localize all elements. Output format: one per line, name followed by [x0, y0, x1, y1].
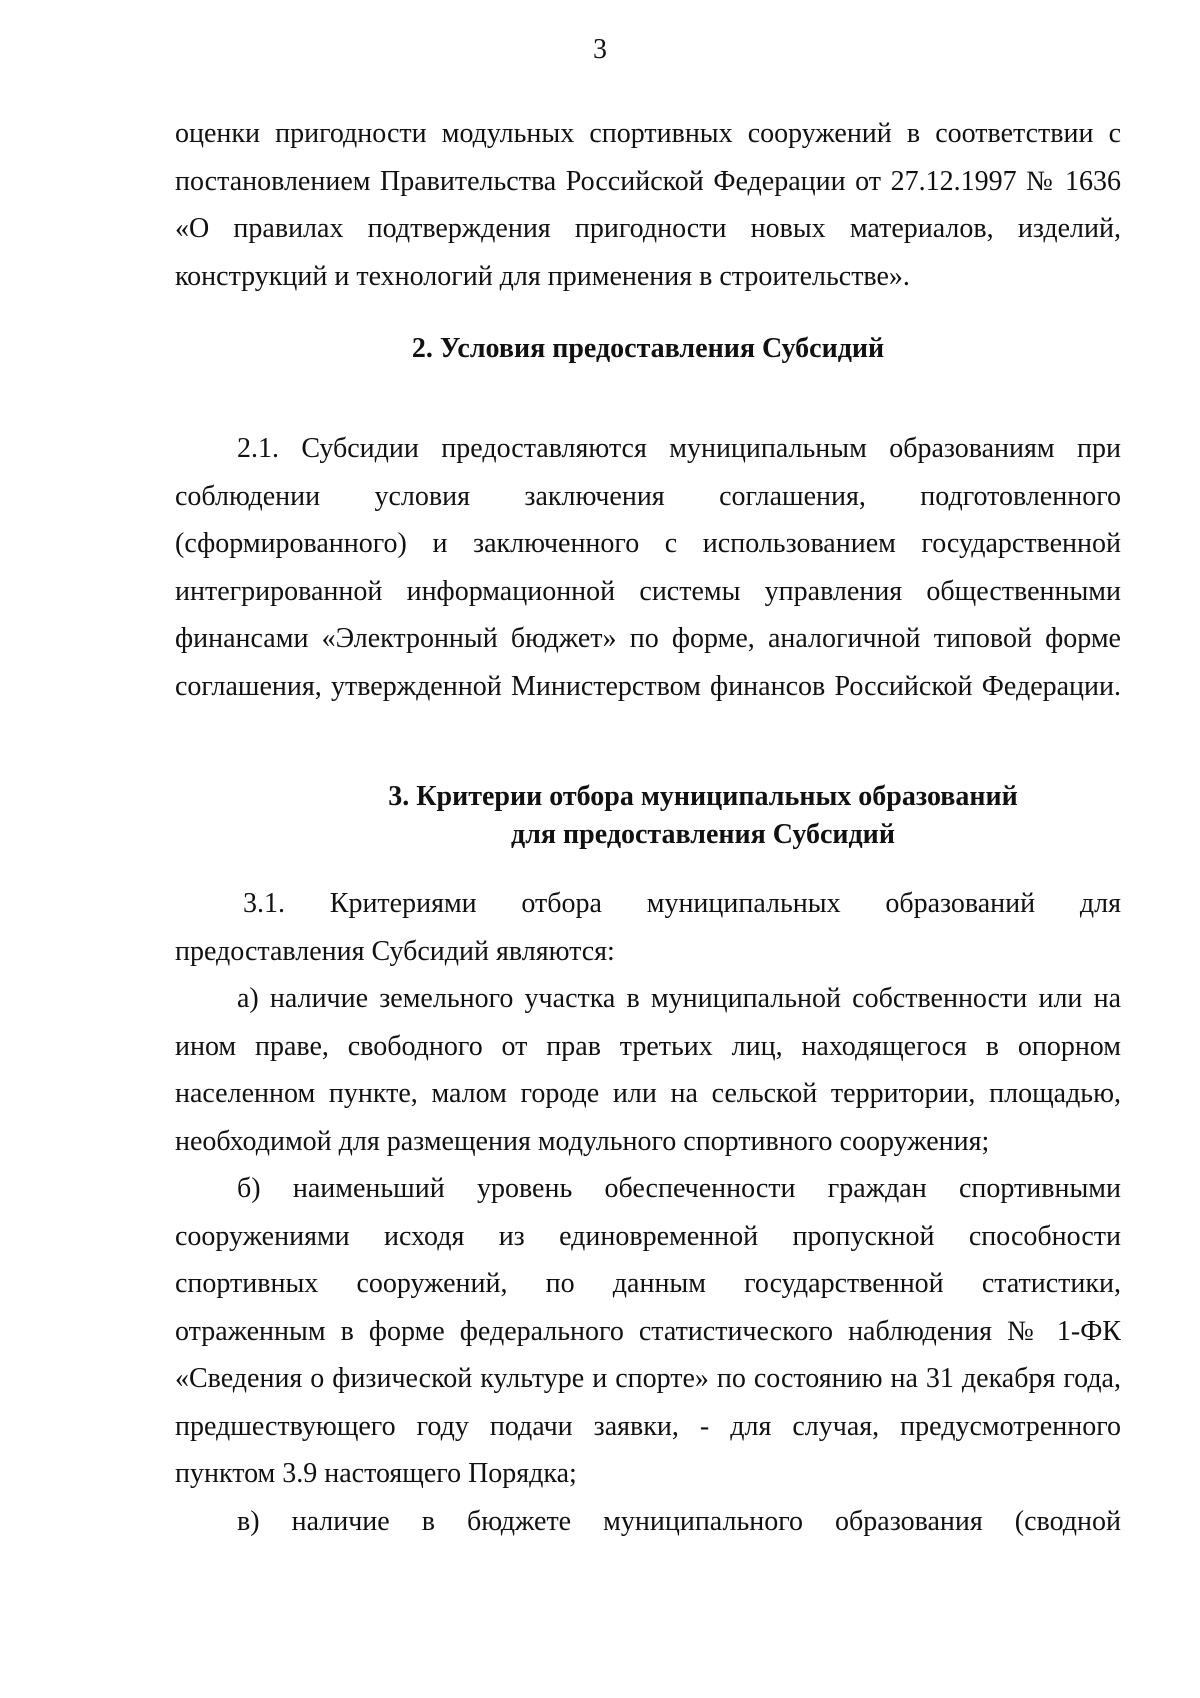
text-line: пунктом 3.9 настоящего Порядка;	[175, 1458, 577, 1489]
text-line: 3.1. Критериями отбора муниципальных образований для	[243, 888, 1121, 919]
text-line: «Сведения о физической культуре и спорте» по состоянию на 31 декабря года,	[175, 1363, 1121, 1394]
text-line: «О правилах подтверждения пригодности новых материалов, изделий,	[175, 213, 1121, 244]
text-line: 2.1. Субсидии предоставляются муниципальным образованиям при	[237, 433, 1121, 464]
text-line: спортивных сооружений, по данным государственной статистики,	[175, 1268, 1121, 1299]
section-3-heading-line: 3. Критерии отбора муниципальных образований	[388, 781, 1018, 812]
section-3-heading-line: для предоставления Субсидий	[511, 819, 895, 850]
section-3-heading	[230, 778, 1176, 854]
text-line: отраженным в форме федерального статистического наблюдения № 1-ФК	[175, 1315, 1121, 1347]
section-2-paragraph	[175, 425, 1121, 710]
text-line: сооружениями исходя из единовременной пропускной способности	[175, 1220, 1121, 1252]
text-line: постановлением Правительства Российской Федерации от 27.12.1997 № 1636	[175, 165, 1121, 197]
text-line: конструкций и технологий для применения в строительстве».	[175, 260, 910, 292]
list-item-c: в) наличие в бюджете муниципального образования (сводной	[237, 1505, 1121, 1537]
text-line: оценки пригодности модульных спортивных сооружений в соответствии с	[175, 118, 1121, 149]
intro-paragraph	[175, 110, 1121, 300]
text-line: ином праве, свободного от прав третьих лиц, находящегося в опорном	[175, 1030, 1121, 1062]
text-line: соблюдении условия заключения соглашения, подготовленного	[175, 480, 1121, 512]
list-item-a: а) наличие земельного участка в муниципальной собственности или на	[237, 983, 1121, 1014]
section-3-paragraph	[175, 880, 1121, 1545]
section-2-heading: 2. Условия предоставления Субсидий	[411, 333, 885, 364]
text-line: населенном пункте, малом городе или на сельской территории, площадью,	[175, 1078, 1121, 1109]
text-line: необходимой для размещения модульного спортивного сооружения;	[175, 1125, 990, 1157]
text-line: (сформированного) и заключенного с использованием государственной	[175, 528, 1121, 559]
text-line: интегрированной информационной системы управления общественными	[175, 575, 1121, 607]
list-item-b: б) наименьший уровень обеспеченности граждан спортивными	[237, 1173, 1121, 1204]
text-line: предшествующего году подачи заявки, - для случая, предусмотренного	[175, 1410, 1121, 1442]
page-number: 3	[593, 34, 607, 65]
text-line: предоставления Субсидий являются:	[175, 935, 615, 967]
text-line: соглашения, утвержденной Министерством финансов Российской Федерации.	[175, 670, 1121, 702]
text-line: финансами «Электронный бюджет» по форме, аналогичной типовой форме	[175, 623, 1121, 654]
